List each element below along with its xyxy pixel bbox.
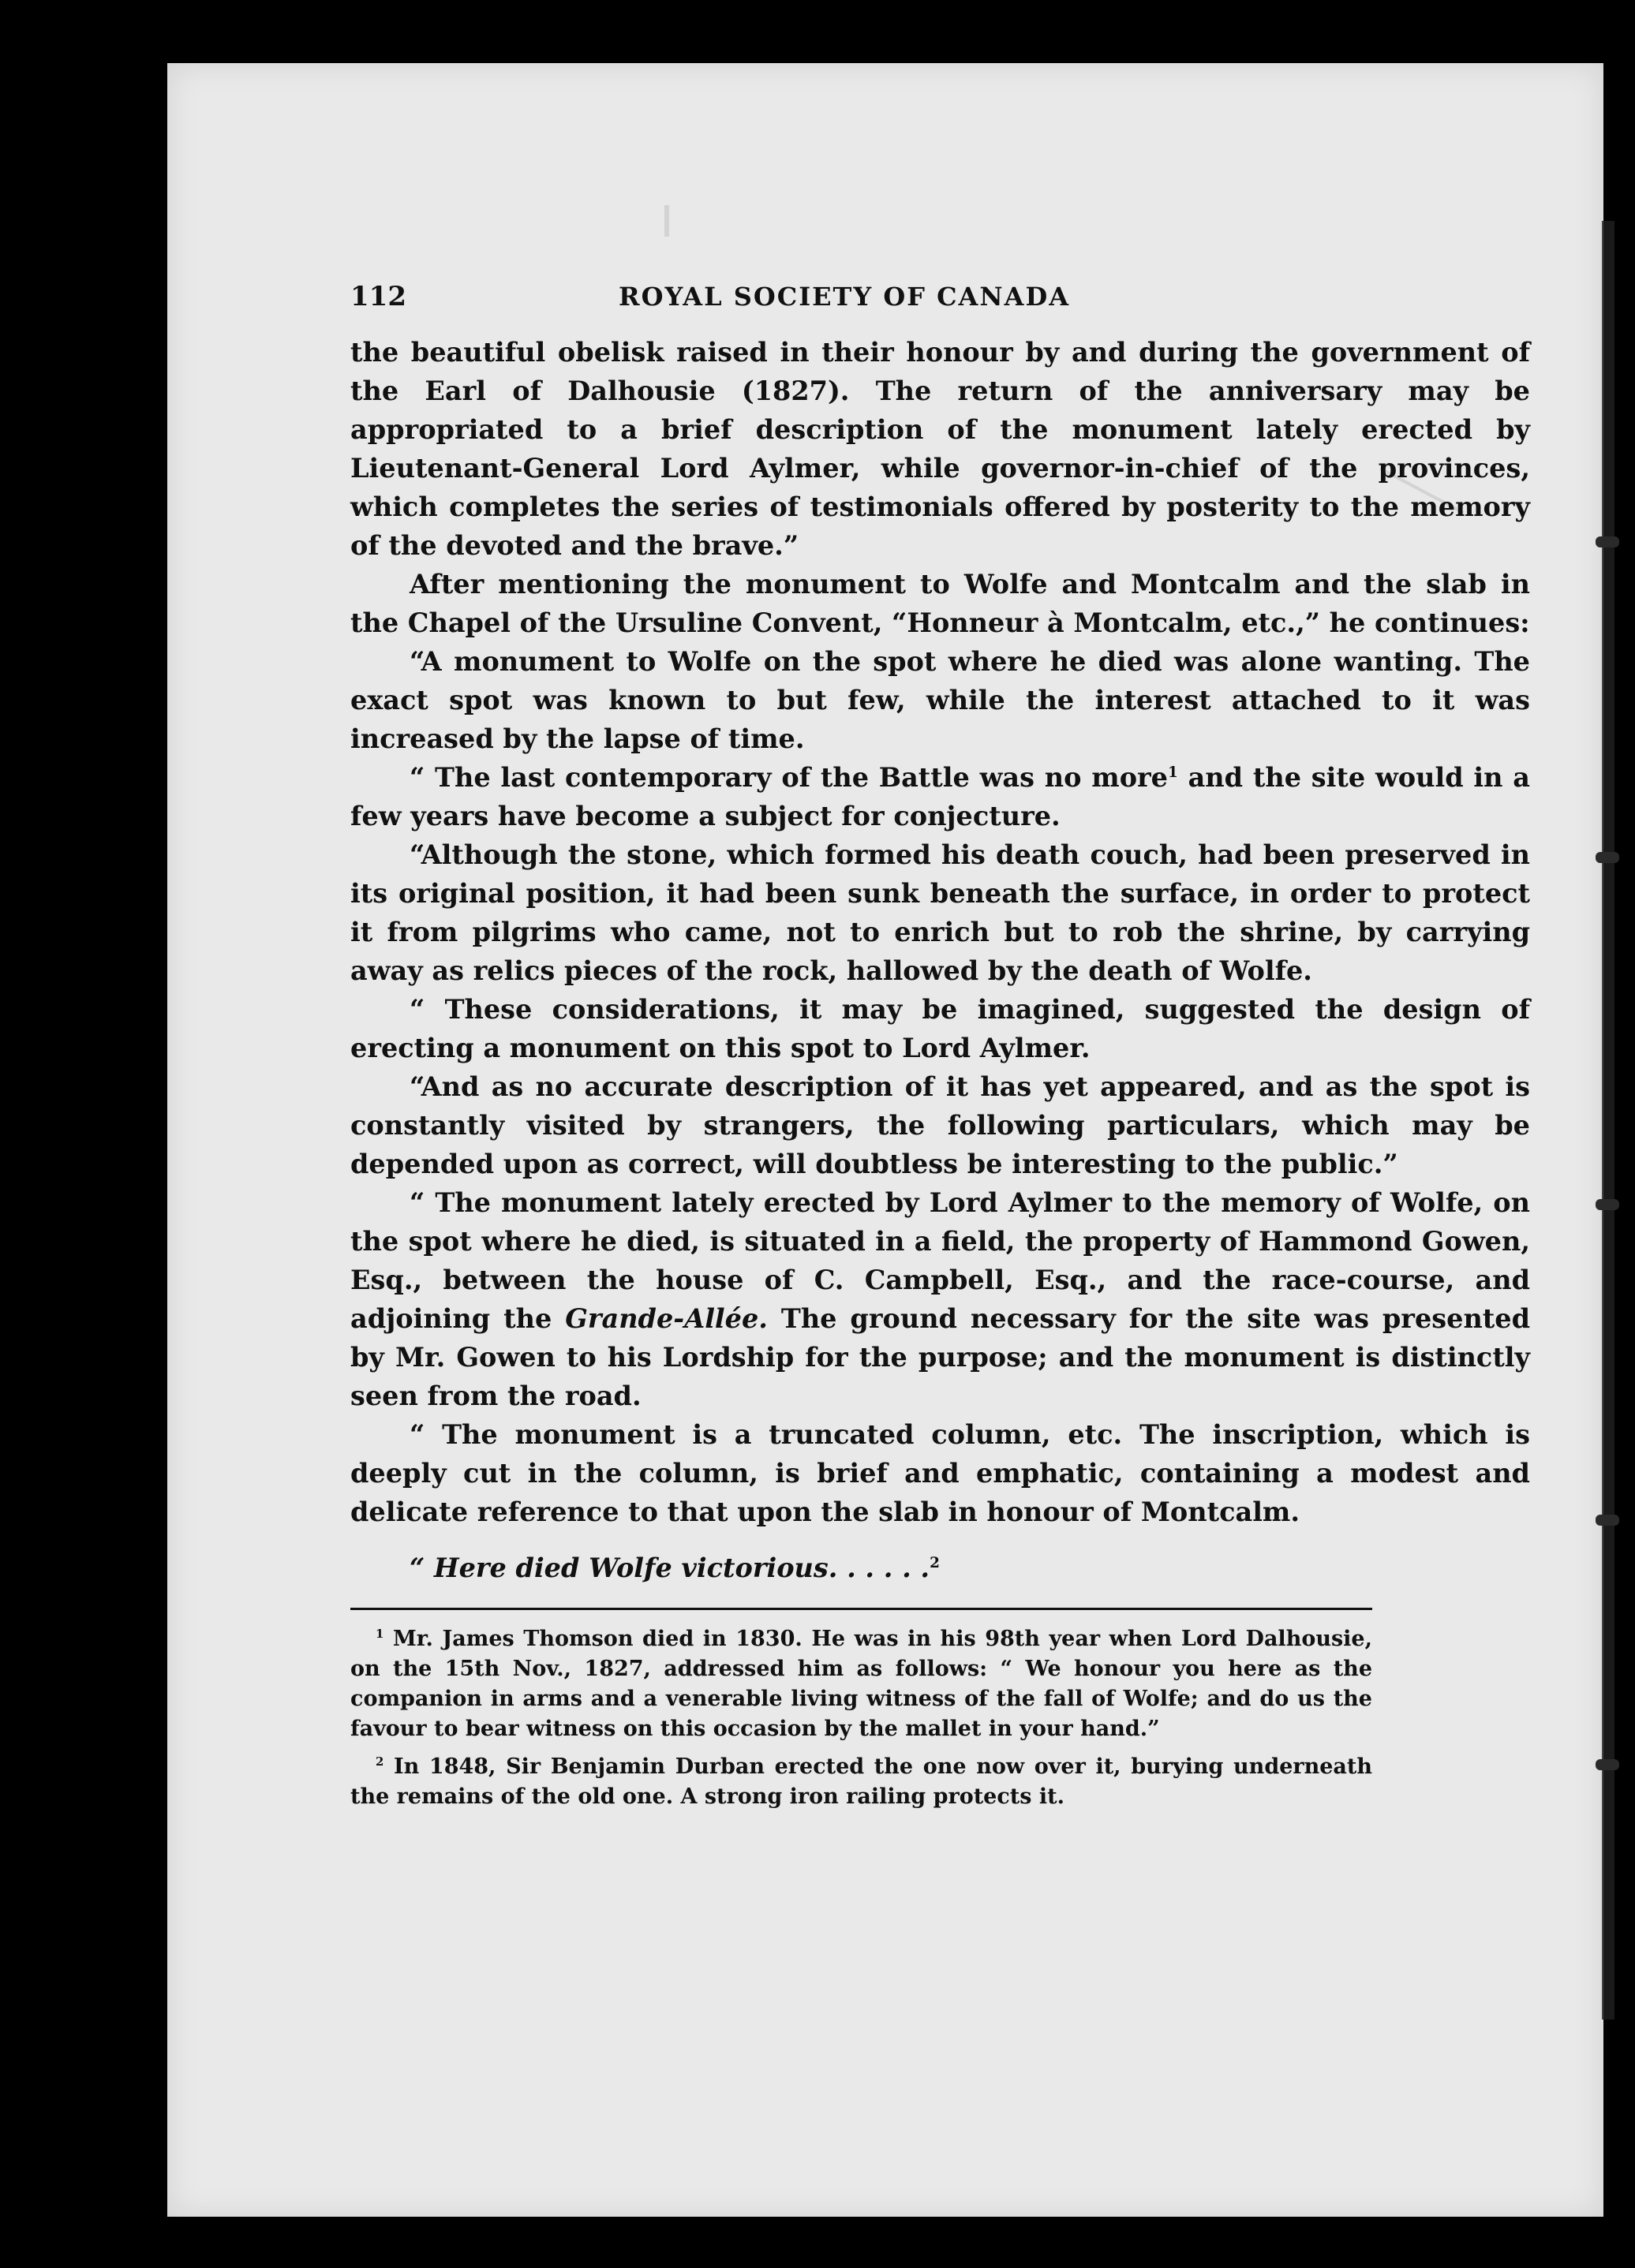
footnote-ref-2: 2 [930, 1554, 940, 1571]
footnotes [350, 1624, 1530, 1812]
paragraph [350, 1183, 1530, 1415]
page-content-layer [167, 63, 1603, 2217]
footnote-text: In 1848, Sir Benjamin Durban erected the one now over it, burying underneath the remains of the old one. A strong iron railing protects it. [350, 1754, 1373, 1809]
paragraph-text: and the site would in a few years have become a subject for conjecture. [350, 762, 1530, 831]
page-number: 112 [350, 281, 406, 312]
paragraph: “ The monument is a truncated column, etc. The inscription, which is deeply cut in the column, is brief and emphatic, containing a modest and delicate reference to that upon the slab in honour of Montcalm. [350, 1419, 1530, 1527]
page-content [350, 281, 1530, 1812]
paragraph: “And as no accurate description of it has yet appeared, and as the spot is constantly visited by strangers, the following particulars, which may be depended upon as correct, will doubtless be interesting to the public.” [350, 1071, 1530, 1179]
book-spine [1602, 221, 1614, 2020]
footnote-2 [350, 1752, 1372, 1812]
inscription-text: “ Here died Wolfe victorious. . . . . . [410, 1552, 930, 1583]
footnote-mark-1: 1 [376, 1627, 384, 1641]
running-head: ROYAL SOCIETY OF CANADA [619, 282, 1071, 312]
footnote-ref-1: 1 [1168, 764, 1178, 781]
paragraph: the beautiful obelisk raised in their honour by and during the government of the Earl of Dalhousie (1827). The return of the anniversary may be appropriated to a brief description of the monument lately erected by Lieutenant-General Lord Aylmer, while governor-in-chief of the provinces, which completes the series of testimonials offered by posterity to the memory of the devoted and the brave.” [350, 337, 1530, 561]
paragraph: After mentioning the monument to Wolfe and Montcalm and the slab in the Chapel of the Ursuline Convent, “Honneur à Montcalm, etc.,” he continues: [350, 569, 1530, 638]
page-header [350, 281, 1530, 325]
footnote-divider [350, 1608, 1372, 1610]
paragraph [350, 758, 1530, 835]
footnote-mark-2: 2 [376, 1754, 384, 1769]
paragraph-text: “ The last contemporary of the Battle was no more [410, 762, 1168, 793]
body-text [350, 333, 1530, 1587]
place-name: Grande-Allée. [565, 1303, 768, 1334]
inscription-quote [350, 1549, 1530, 1587]
paragraph-text: The ground necessary for the site was presented by Mr. Gowen to his Lordship for the purpose; and the monument is distinctly seen from the road. [350, 1303, 1531, 1411]
paragraph: “A monument to Wolfe on the spot where he died was alone wanting. The exact spot was known to but few, while the interest attached to it was increased by the lapse of time. [350, 646, 1530, 754]
paragraph: “ These considerations, it may be imagined, suggested the design of erecting a monument on this spot to Lord Aylmer. [350, 994, 1530, 1063]
paragraph-text: “ The monument lately erected by Lord Aylmer to the memory of Wolfe, on the spot where he died, is situated in a field, the property of Hammond Gowen, Esq., between the house of C. Campbell, Esq., and the race-course, and adjoining the [350, 1187, 1530, 1334]
paragraph: “Although the stone, which formed his death couch, had been preserved in its original position, it had been sunk beneath the surface, in order to protect it from pilgrims who came, not to enrich but to rob the shrine, by carrying away as relics pieces of the rock, hallowed by the death of Wolfe. [350, 839, 1530, 986]
footnote-1 [350, 1624, 1372, 1744]
footnote-text: Mr. James Thomson died in 1830. He was in his 98th year when Lord Dalhousie, on the 15th Nov., 1827, addressed him as follows: “ We honour you here as the companion in arms and a venerable living witness of the fall of Wolfe; and do us the favour to bear witness on this occasion by the mallet in your hand.” [350, 1627, 1372, 1741]
